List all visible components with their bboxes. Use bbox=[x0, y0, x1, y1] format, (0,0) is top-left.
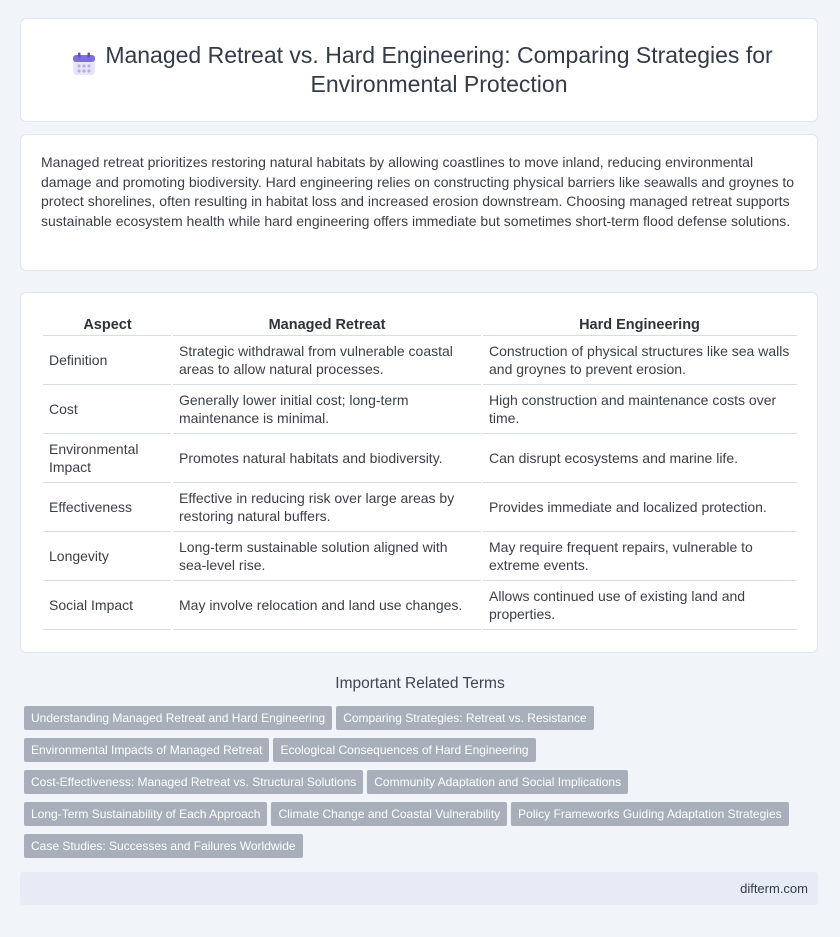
related-term-tag[interactable]: Long-Term Sustainability of Each Approach bbox=[24, 802, 267, 826]
header-aspect: Aspect bbox=[43, 313, 172, 336]
comparison-table bbox=[43, 313, 797, 630]
table-row bbox=[43, 336, 797, 385]
cell-aspect: Longevity bbox=[43, 532, 172, 581]
table-row bbox=[43, 434, 797, 483]
title-card bbox=[20, 18, 818, 122]
cell-aspect: Environmental Impact bbox=[43, 434, 172, 483]
related-term-tag[interactable]: Community Adaptation and Social Implications bbox=[367, 770, 628, 794]
footer-bar bbox=[20, 872, 818, 905]
cell-managed-retreat: Generally lower initial cost; long-term maintenance is minimal. bbox=[172, 385, 482, 434]
cell-aspect: Social Impact bbox=[43, 581, 172, 630]
cell-hard-engineering: Can disrupt ecosystems and marine life. bbox=[482, 434, 797, 483]
table-header-row bbox=[43, 313, 797, 336]
intro-card bbox=[20, 134, 818, 271]
cell-managed-retreat: Effective in reducing risk over large areas by restoring natural buffers. bbox=[172, 483, 482, 532]
cell-hard-engineering: Allows continued use of existing land and properties. bbox=[482, 581, 797, 630]
cell-managed-retreat: May involve relocation and land use changes. bbox=[172, 581, 482, 630]
header-managed-retreat: Managed Retreat bbox=[172, 313, 482, 336]
related-term-tag[interactable]: Comparing Strategies: Retreat vs. Resistance bbox=[336, 706, 593, 730]
cell-managed-retreat: Long-term sustainable solution aligned with sea-level rise. bbox=[172, 532, 482, 581]
cell-aspect: Definition bbox=[43, 336, 172, 385]
cell-hard-engineering: High construction and maintenance costs over time. bbox=[482, 385, 797, 434]
header-hard-engineering: Hard Engineering bbox=[482, 313, 797, 336]
intro-paragraph: Managed retreat prioritizes restoring natural habitats by allowing coastlines to move inland, reducing environmental damage and promoting biodiversity. Hard engineering relies on constructing physical barriers like seawalls and groynes to protect shorelines, often resulting in habitat loss and increased erosion downstream. Choosing managed retreat supports sustainable ecosystem health while hard engineering offers immediate but sometimes short-term flood defense solutions. bbox=[41, 154, 795, 229]
comparison-card bbox=[20, 292, 818, 653]
cell-aspect: Cost bbox=[43, 385, 172, 434]
related-term-tag[interactable]: Case Studies: Successes and Failures Worldwide bbox=[24, 834, 303, 858]
cell-hard-engineering: Construction of physical structures like sea walls and groynes to prevent erosion. bbox=[482, 336, 797, 385]
cell-managed-retreat: Promotes natural habitats and biodiversity. bbox=[172, 434, 482, 483]
cell-hard-engineering: Provides immediate and localized protection. bbox=[482, 483, 797, 532]
related-terms-heading: Important Related Terms bbox=[335, 675, 505, 692]
calendar-icon bbox=[71, 51, 97, 77]
table-row bbox=[43, 581, 797, 630]
cell-aspect: Effectiveness bbox=[43, 483, 172, 532]
table-row bbox=[43, 483, 797, 532]
related-term-tag[interactable]: Ecological Consequences of Hard Engineering bbox=[273, 738, 535, 762]
cell-hard-engineering: May require frequent repairs, vulnerable to extreme events. bbox=[482, 532, 797, 581]
related-term-tag[interactable]: Environmental Impacts of Managed Retreat bbox=[24, 738, 269, 762]
title-wrap bbox=[59, 41, 779, 99]
cell-managed-retreat: Strategic withdrawal from vulnerable coastal areas to allow natural processes. bbox=[172, 336, 482, 385]
related-term-tag[interactable]: Cost-Effectiveness: Managed Retreat vs. Structural Solutions bbox=[24, 770, 363, 794]
footer-site-link[interactable]: difterm.com bbox=[740, 881, 808, 896]
related-term-tag[interactable]: Policy Frameworks Guiding Adaptation Strategies bbox=[511, 802, 788, 826]
related-terms-list bbox=[24, 706, 814, 866]
table-row bbox=[43, 532, 797, 581]
related-term-tag[interactable]: Understanding Managed Retreat and Hard Engineering bbox=[24, 706, 332, 730]
table-row bbox=[43, 385, 797, 434]
page-title: Managed Retreat vs. Hard Engineering: Comparing Strategies for Environmental Protection bbox=[105, 42, 773, 97]
related-term-tag[interactable]: Climate Change and Coastal Vulnerability bbox=[271, 802, 507, 826]
